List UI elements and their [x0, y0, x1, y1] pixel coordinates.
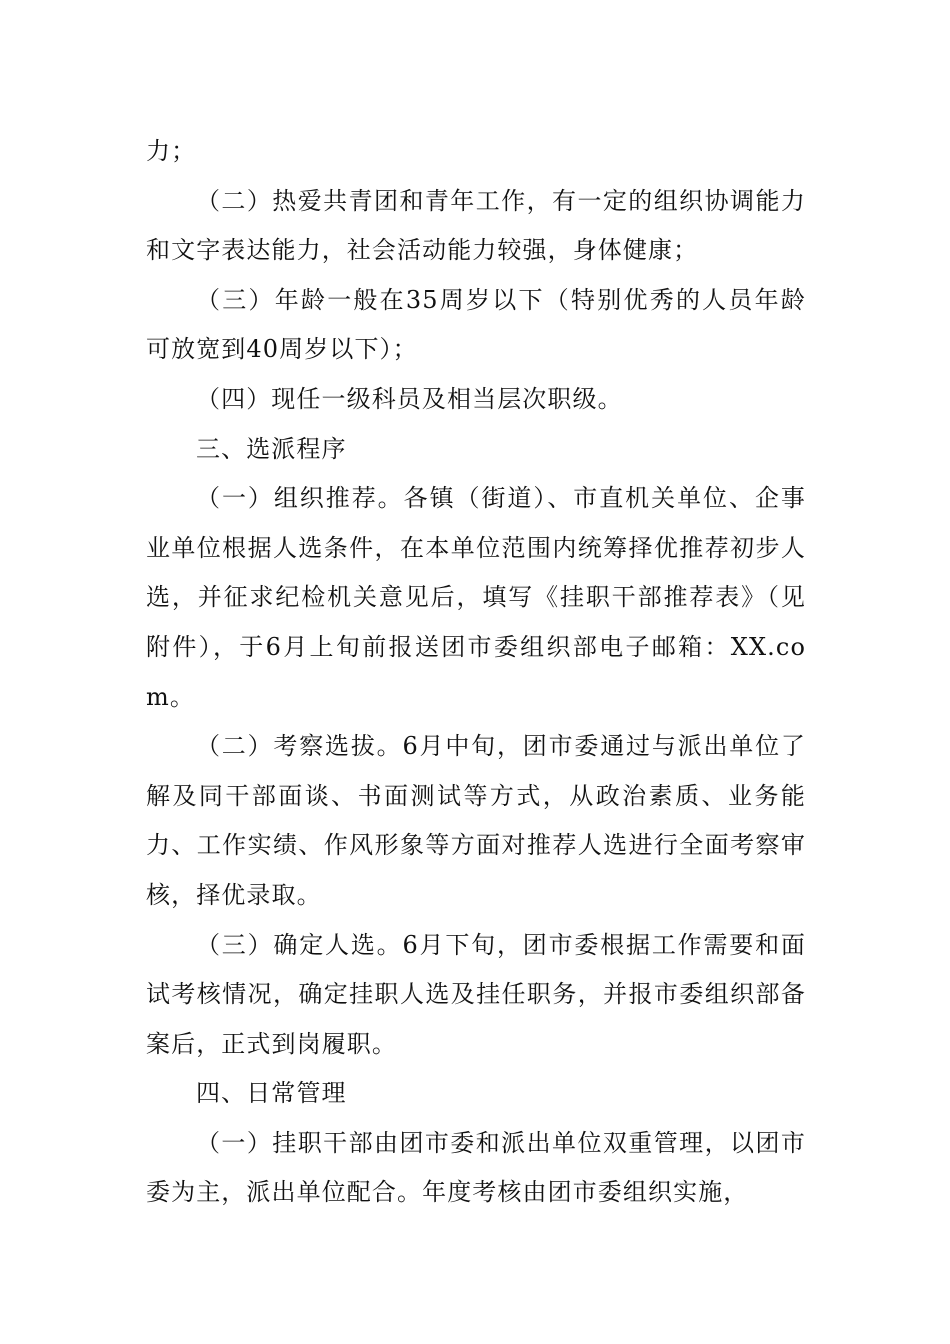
paragraph-procedure-3: （三）确定人选。6月下旬，团市委根据工作需要和面试考核情况，确定挂职人选及挂任职务，并报市委组织部备案后，正式到岗履职。 [146, 930, 806, 1058]
paragraph-condition-4: （四）现任一级科员及相当层次职级。 [196, 384, 623, 413]
paragraph-procedure-2: （二）考察选拔。6月中旬，团市委通过与派出单位了解及同干部面谈、书面测试等方式，从政治素质、业务能力、工作实绩、作风形象等方面对推荐人选进行全面考察审核，择优录取。 [146, 732, 806, 909]
paragraph-procedure-1: （一）组织推荐。各镇（街道）、市直机关单位、企事业单位根据人选条件，在本单位范围内统筹择优推荐初步人选，并征求纪检机关意见后，填写《挂职干部推荐表》（见附件），于6月上旬前报送团市委组织部电子邮箱：XX.com。 [146, 484, 806, 711]
section-heading-daily-management: 四、日常管理 [196, 1079, 347, 1108]
paragraph-condition-2: （二）热爱共青团和青年工作，有一定的组织协调能力和文字表达能力，社会活动能力较强，身体健康； [146, 186, 806, 265]
paragraph-continuation: 力； [146, 137, 197, 165]
paragraph-management-1: （一）挂职干部由团市委和派出单位双重管理，以团市委为主，派出单位配合。年度考核由团市委组织实施， [146, 1128, 806, 1207]
paragraph-condition-3: （三）年龄一般在35周岁以下（特别优秀的人员年龄可放宽到40周岁以下）； [146, 285, 806, 364]
document-body [146, 127, 806, 1218]
section-heading-selection-procedure: 三、选派程序 [196, 434, 347, 463]
